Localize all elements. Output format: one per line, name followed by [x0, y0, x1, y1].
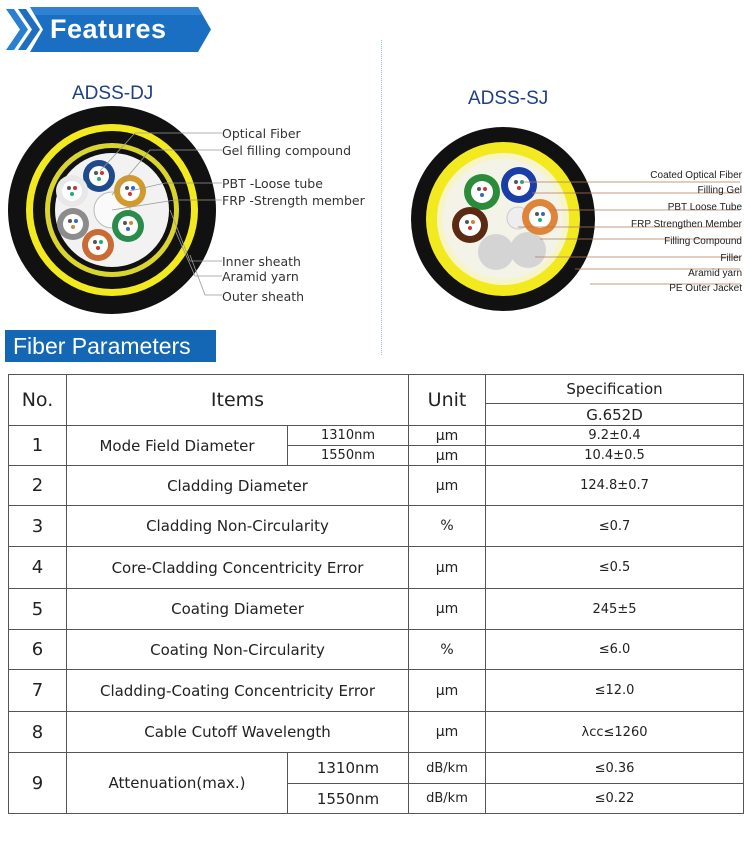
- fiber-parameters-title: Fiber Parameters: [13, 333, 191, 359]
- sj-label-filling-gel: Filling Gel: [697, 185, 742, 196]
- features-title: Features: [50, 14, 167, 44]
- sj-label-filler: Filler: [720, 253, 742, 264]
- header-specification: Specification: [486, 375, 744, 404]
- row-wavelength: 1550nm: [288, 446, 409, 466]
- row-wavelength: 1310nm: [288, 753, 409, 784]
- table-row: [9, 712, 744, 753]
- row-wavelength: 1550nm: [288, 784, 409, 814]
- row-no: 2: [9, 466, 67, 506]
- row-no: 6: [9, 630, 67, 670]
- sj-label-pbt-loose-tube: PBT Loose Tube: [667, 202, 742, 213]
- row-unit: μm: [409, 466, 486, 506]
- row-item: Attenuation(max.): [67, 753, 288, 814]
- sj-label-frp-member: FRP Strengthen Member: [631, 219, 742, 230]
- table-header-row: [9, 375, 744, 404]
- row-value: 124.8±0.7: [486, 466, 744, 506]
- row-no: 9: [9, 753, 67, 814]
- header-spec-standard: G.652D: [486, 404, 744, 426]
- row-no: 5: [9, 589, 67, 630]
- table-row: [9, 670, 744, 712]
- sj-label-filling-compound: Filling Compound: [664, 236, 742, 247]
- table-row: [9, 426, 744, 446]
- row-item: Cladding-Coating Concentricity Error: [67, 670, 409, 712]
- row-unit: μm: [409, 589, 486, 630]
- row-unit: %: [409, 506, 486, 547]
- table-row: [9, 466, 744, 506]
- row-item: Coating Non-Circularity: [67, 630, 409, 670]
- header-items: Items: [67, 375, 409, 426]
- divider: [381, 40, 382, 355]
- row-item: Cladding Non-Circularity: [67, 506, 409, 547]
- row-no: 1: [9, 426, 67, 466]
- row-unit: μm: [409, 426, 486, 446]
- row-no: 4: [9, 547, 67, 589]
- sj-label-aramid-yarn: Aramid yarn: [688, 268, 742, 279]
- table-row: [9, 630, 744, 670]
- row-value: λcc≤1260: [486, 712, 744, 753]
- row-item: Mode Field Diameter: [67, 426, 288, 466]
- row-value: 245±5: [486, 589, 744, 630]
- row-unit: μm: [409, 547, 486, 589]
- row-unit: %: [409, 630, 486, 670]
- row-value: ≤12.0: [486, 670, 744, 712]
- adss-dj-title: ADSS-DJ: [72, 83, 154, 104]
- row-value: ≤6.0: [486, 630, 744, 670]
- header-no: No.: [9, 375, 67, 426]
- table-row: [9, 589, 744, 630]
- table-row: [9, 506, 744, 547]
- row-value: ≤0.5: [486, 547, 744, 589]
- row-value: ≤0.7: [486, 506, 744, 547]
- row-no: 3: [9, 506, 67, 547]
- dj-label-gel-filling: Gel filling compound: [222, 143, 352, 158]
- sj-label-coated-fiber: Coated Optical Fiber: [650, 170, 742, 181]
- table-row: [9, 547, 744, 589]
- row-unit: dB/km: [409, 753, 486, 784]
- row-value: 10.4±0.5: [486, 446, 744, 466]
- fiber-parameters-table: [8, 374, 744, 814]
- table-row: [9, 753, 744, 784]
- dj-label-optical-fiber: Optical Fiber: [222, 126, 301, 141]
- row-no: 8: [9, 712, 67, 753]
- row-unit: dB/km: [409, 784, 486, 814]
- row-unit: μm: [409, 712, 486, 753]
- row-value: ≤0.22: [486, 784, 744, 814]
- adss-sj-title: ADSS-SJ: [468, 88, 549, 109]
- header-unit: Unit: [409, 375, 486, 426]
- dj-label-pbt-loose-tube: PBT -Loose tube: [222, 176, 323, 191]
- row-unit: μm: [409, 446, 486, 466]
- row-item: Cable Cutoff Wavelength: [67, 712, 409, 753]
- dj-label-frp-strength: FRP -Strength member: [222, 193, 365, 208]
- dj-label-aramid-yarn: Aramid yarn: [222, 269, 299, 284]
- row-item: Core-Cladding Concentricity Error: [67, 547, 409, 589]
- dj-label-outer-sheath: Outer sheath: [222, 289, 305, 304]
- fiber-parameters-banner: [5, 330, 216, 362]
- row-item: Cladding Diameter: [67, 466, 409, 506]
- adss-dj-cross-section: [0, 105, 230, 315]
- row-item: Coating Diameter: [67, 589, 409, 630]
- row-no: 7: [9, 670, 67, 712]
- sj-label-pe-outer-jacket: PE Outer Jacket: [669, 283, 742, 294]
- dj-label-inner-sheath: Inner sheath: [222, 254, 301, 269]
- row-value: ≤0.36: [486, 753, 744, 784]
- row-value: 9.2±0.4: [486, 426, 744, 446]
- row-unit: μm: [409, 670, 486, 712]
- row-wavelength: 1310nm: [288, 426, 409, 446]
